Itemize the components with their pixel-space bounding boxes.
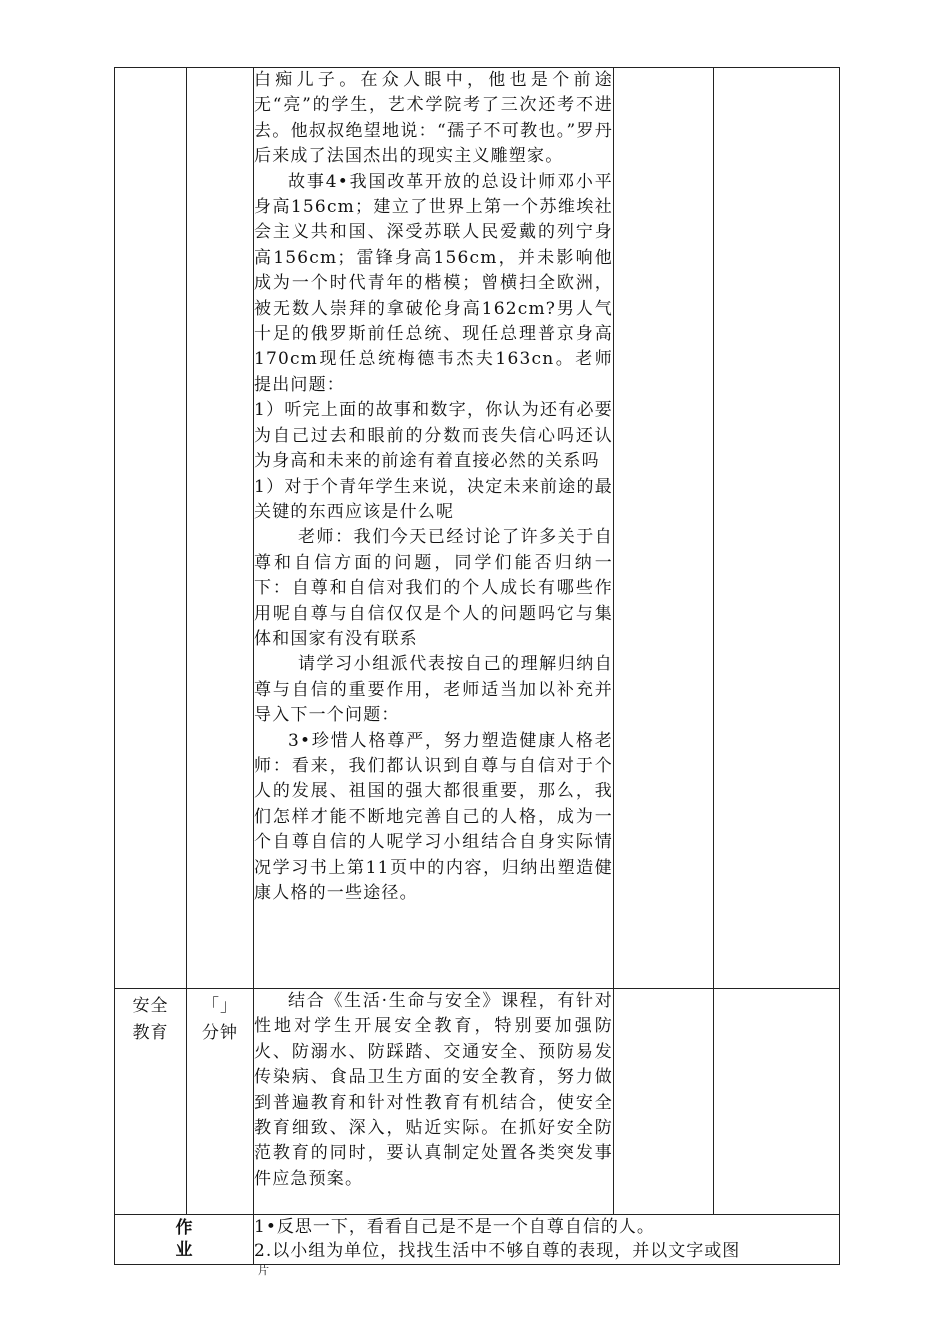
time-cell-empty bbox=[187, 68, 254, 989]
time-label-safety bbox=[187, 989, 254, 1215]
homework-item-1: 1•反思一下，看看自己是不是一个自尊自信的人。 bbox=[254, 1217, 655, 1237]
activity-cell-empty bbox=[614, 68, 714, 989]
safety-time-text: 「」分钟 bbox=[202, 996, 238, 1043]
teacher-summary-paragraph: 老师：我们今天已经讨论了许多关于自尊和自信方面的问题，同学们能否归纳一下：自尊和自信对我们的个人成长有哪些作用呢自尊与自信仅仅是个人的问题吗它与集体和国家有没有联系 bbox=[254, 527, 613, 649]
safety-content-cell bbox=[254, 989, 614, 1215]
homework-content-cell bbox=[254, 1215, 840, 1265]
story-4-paragraph: 故事4•我国改革开放的总设计师邓小平身高156cm；建立了世界上第一个苏维埃社会主义共和国、深受苏联人民爱戴的列宁身高156cm；雷锋身高156cm，并未影响他成为一个时代青年的楷模；曾横扫全欧洲，被无数人崇拜的拿破伦身高162cm?男人气十足的俄罗斯前任总统、现任总理普京身高170cm现任总统梅德韦杰夫163cn。老师提出问题： bbox=[254, 171, 613, 395]
teaching-process-row bbox=[115, 68, 840, 989]
homework-label: 作业 bbox=[175, 1218, 193, 1260]
safety-content: 结合《生活·生命与安全》课程，有针对性地对学生开展安全教育，特别要加强防火、防溺水、防踩踏、交通安全、预防易发传染病、食品卫生方面的安全教育，努力做到普遍教育和针对性教育有机结合，使安全教育细致、深入，贴近实际。在抓好安全防范教育的同时，要认真制定处置各类突发事件应急预案。 bbox=[254, 991, 613, 1189]
homework-item-2: 2.以小组为单位，找找生活中不够自尊的表现，并以文字或图 bbox=[254, 1241, 741, 1261]
section-label-safety bbox=[115, 989, 187, 1215]
safety-activity-cell-empty bbox=[614, 989, 714, 1215]
safety-notes-cell-empty bbox=[714, 989, 840, 1215]
notes-cell-empty bbox=[714, 68, 840, 989]
process-content-cell bbox=[254, 68, 614, 989]
group-summary-paragraph: 请学习小组派代表按自己的理解归纳自尊与自信的重要作用，老师适当加以补充并导入下一个问题： bbox=[254, 654, 613, 726]
homework-row bbox=[115, 1215, 840, 1265]
question-2: 1）对于个青年学生来说，决定未来前途的最关键的东西应该是什么呢 bbox=[254, 476, 613, 522]
safety-label-text: 安全教育 bbox=[132, 996, 169, 1043]
safety-education-row bbox=[115, 989, 840, 1215]
section-cell-empty bbox=[115, 68, 187, 989]
story-3-ending: 白痴儿子。在众人眼中，他也是个前途无“亮”的学生，艺术学院考了三次还考不进去。他叔叔绝望地说：“孺子不可教也。”罗丹后来成了法国杰出的现实主义雕塑家。 bbox=[254, 70, 613, 167]
lesson-plan-table bbox=[114, 67, 840, 1265]
question-1: 1）听完上面的故事和数字，你认为还有必要为自己过去和眼前的分数而丧失信心吗还认为身高和未来的前途有着直接必然的关系吗 bbox=[254, 400, 613, 472]
homework-label-cell bbox=[115, 1215, 254, 1265]
personality-section-paragraph: 3•珍惜人格尊严，努力塑造健康人格老师：看来，我们都认识到自尊与自信对于个人的发展、祖国的强大都很重要，那么，我们怎样才能不断地完善自己的人格，成为一个自尊自信的人呢学习小组结合自身实际情况学习书上第11页中的内容，归纳出塑造健康人格的一些途径。 bbox=[254, 730, 613, 903]
cutoff-text-fragment: 片 bbox=[258, 1264, 269, 1277]
